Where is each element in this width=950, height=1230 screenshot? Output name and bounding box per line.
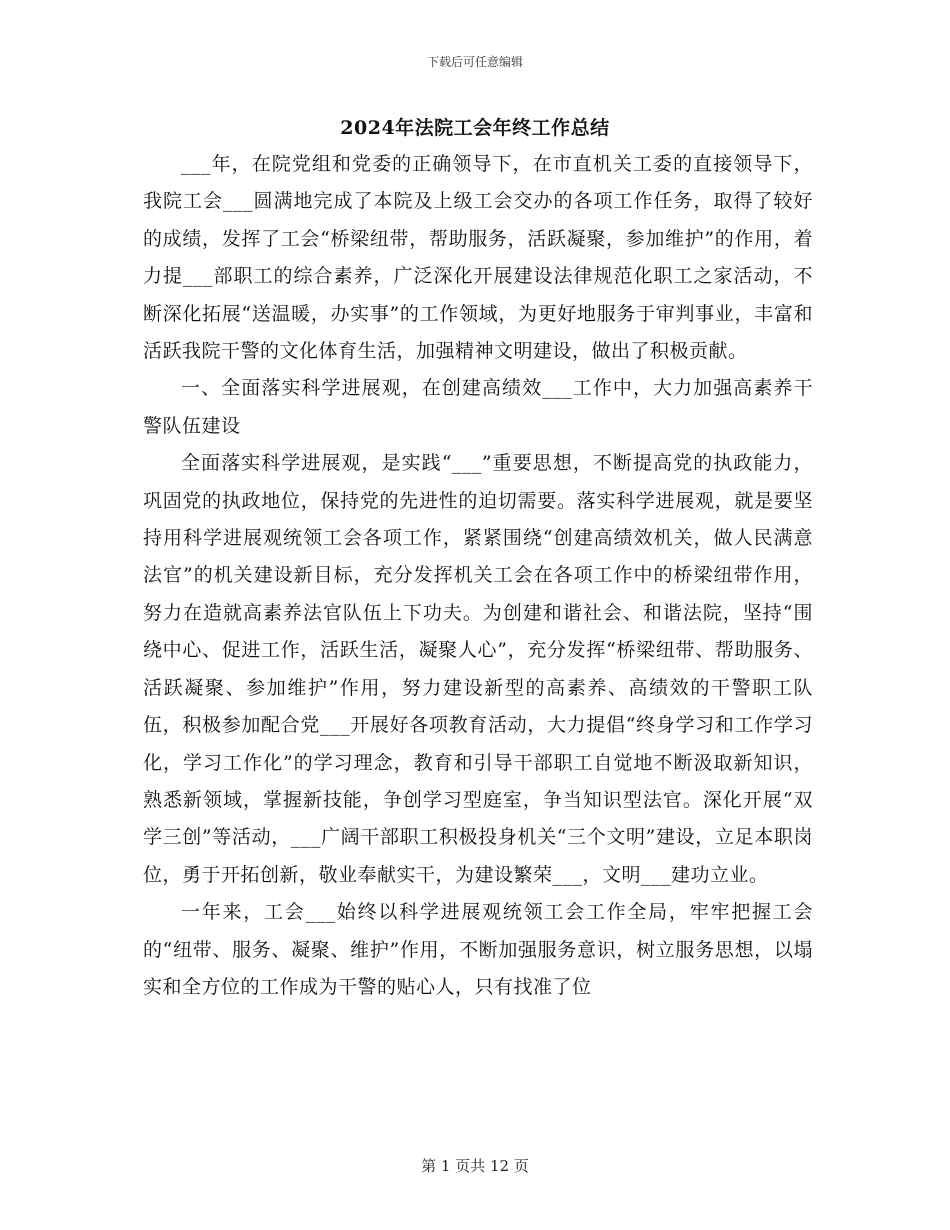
section-heading-1: 一、全面落实科学进展观，在创建高绩效___工作中，大力加强高素养干警队伍建设 <box>143 377 813 437</box>
paragraph-year-summary: 一年来，工会___始终以科学进展观统领工会工作全局，牢牢把握工会的“纽带、服务、凝聚、维护”作用，不断加强服务意识，树立服务思想，以塌实和全方位的工作成为干警的贴心人，只有找准了位 <box>143 901 813 998</box>
paragraph-intro: ___年，在院党组和党委的正确领导下，在市直机关工委的直接领导下，我院工会___圆满地完成了本院及上级工会交办的各项工作任务，取得了较好的成绩，发挥了工会“桥梁纽带，帮助服务，活跃凝聚，参加维护”的作用，着力提___部职工的综合素养，广泛深化开展建设法律规范化职工之家活动，不断深化拓展“送温暖，办实事”的工作领域，为更好地服务于审判事业，丰富和活跃我院干警的文化体育生活，加强精神文明建设，做出了积极贡献。 <box>143 153 813 363</box>
document-title: 2024年法院工会年终工作总结 <box>340 117 610 139</box>
document-body <box>143 146 813 1006</box>
page-footer: 第 1 页共 12 页 <box>421 1157 529 1175</box>
paragraph-section-1: 全面落实科学进展观，是实践“___”重要思想，不断提高党的执政能力，巩固党的执政地位，保持党的先进性的迫切需要。落实科学进展观，就是要坚持用科学进展观统领工会各项工作，紧紧围绕“创建高绩效机关，做人民满意法官”的机关建设新目标，充分发挥机关工会在各项工作中的桥梁纽带作用，努力在造就高素养法官队伍上下功夫。为创建和谐社会、和谐法院，坚持“围绕中心、促进工作，活跃生活，凝聚人心”，充分发挥“桥梁纽带、帮助服务、活跃凝聚、参加维护”作用，努力建设新型的高素养、高绩效的干警职工队伍，积极参加配合党___开展好各项教育活动，大力提倡“终身学习和工作学习化，学习工作化”的学习理念，教育和引导干部职工自觉地不断汲取新知识，熟悉新领域，掌握新技能，争创学习型庭室，争当知识型法官。深化开展“双学三创”等活动，___广阔干部职工积极投身机关“三个文明”建设，立足本职岗位，勇于开拓创新，敬业奉献实干，为建设繁荣___，文明___建功立业。 <box>143 452 813 886</box>
header-note: 下载后可任意编辑 <box>426 55 523 69</box>
